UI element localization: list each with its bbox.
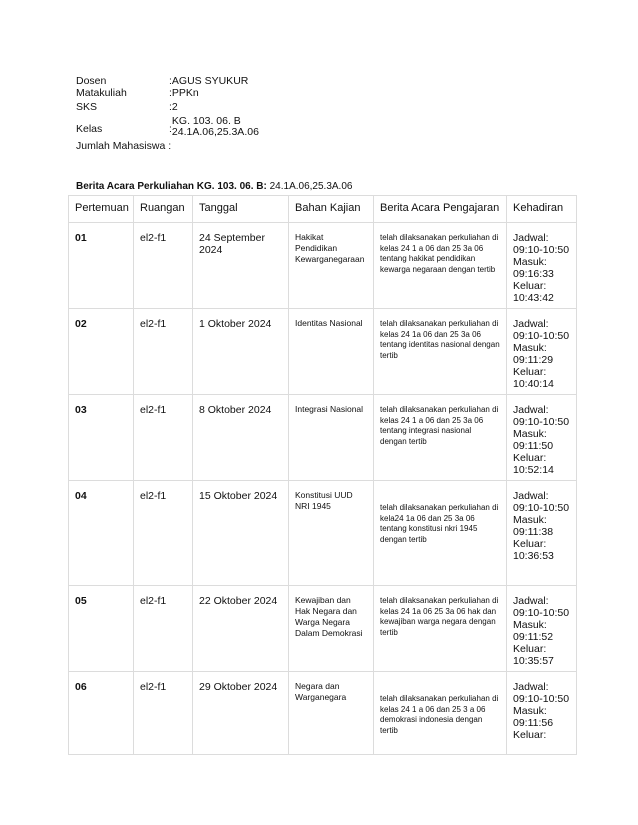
pertemuan-cell: 01: [69, 223, 134, 309]
masuk-value: 09:16:33: [513, 268, 554, 280]
berita-acara-table: [68, 195, 577, 755]
sks-value: :2: [169, 101, 178, 113]
jadwal-label: Jadwal:: [513, 681, 549, 693]
dosen-row: [76, 75, 259, 87]
jadwal-label: Jadwal:: [513, 595, 549, 607]
jadwal-value: 09:10-10:50: [513, 416, 570, 428]
matakuliah-row: [76, 87, 259, 99]
keluar-label: Keluar:: [513, 452, 547, 464]
keluar-label: Keluar:: [513, 729, 547, 741]
masuk-value: 09:11:52: [513, 631, 554, 643]
caption-groups: 24.1A.06,25.3A.06: [266, 181, 353, 192]
pertemuan-cell: 03: [69, 395, 134, 481]
masuk-value: 09:11:56: [513, 717, 554, 729]
keluar-label: Keluar:: [513, 643, 547, 655]
kehadiran-cell: [507, 309, 577, 395]
matakuliah-value: :PPKn: [169, 87, 199, 99]
keluar-value: 10:43:42: [513, 292, 554, 304]
tanggal-cell: 24 September 2024: [193, 223, 289, 309]
caption-title: Berita Acara Perkuliahan KG. 103. 06. B:: [76, 181, 267, 192]
masuk-value: 09:11:29: [513, 354, 554, 366]
col-pertemuan: Pertemuan: [69, 196, 134, 223]
jadwal-label: Jadwal:: [513, 404, 549, 416]
jumlah-row: Jumlah Mahasiswa :: [76, 140, 172, 152]
bahan-cell: Identitas Nasional: [289, 309, 374, 395]
matakuliah-name: PPKn: [171, 87, 199, 99]
ruangan-cell: el2-f1: [134, 672, 193, 755]
col-tanggal: Tanggal: [193, 196, 289, 223]
bahan-cell: Integrasi Nasional: [289, 395, 374, 481]
masuk-value: 09:11:50: [513, 440, 554, 452]
dosen-name: AGUS SYUKUR: [171, 75, 249, 87]
jadwal-value: 09:10-10:50: [513, 502, 570, 514]
tanggal-cell: 8 Oktober 2024: [193, 395, 289, 481]
sks-number: 2: [171, 101, 178, 113]
berita-cell: telah dilaksanakan perkuliahan di kelas 24 1 a 06 dan 25 3 a 06 demokrasi indonesia dengan tertib: [374, 672, 507, 755]
masuk-value: 09:11:38: [513, 526, 554, 538]
masuk-label: Masuk:: [513, 619, 547, 631]
kehadiran-cell: [507, 395, 577, 481]
lecture-info: [76, 75, 259, 152]
bahan-cell: Negara dan Warganegara: [289, 672, 374, 755]
tanggal-cell: 15 Oktober 2024: [193, 481, 289, 586]
kelas-code: KG. 103. 06. B: [171, 115, 241, 127]
table-row: [69, 395, 577, 481]
keluar-value: 10:52:14: [513, 464, 554, 476]
pertemuan-cell: 06: [69, 672, 134, 755]
berita-cell: telah dilaksanakan perkuliahan di kelas 24 1a 06 dan 25 3a 06 tentang identitas nasional dengan tertib: [374, 309, 507, 395]
col-kehadiran: Kehadiran: [507, 196, 577, 223]
ruangan-cell: el2-f1: [134, 586, 193, 672]
kelas-value: : KG. 103. 06. B 24.1A.06,25.3A.06: [169, 115, 259, 138]
bahan-cell: Hakikat Pendidikan Kewarganegaraan: [289, 223, 374, 309]
jadwal-label: Jadwal:: [513, 490, 549, 502]
kehadiran-cell: [507, 672, 577, 755]
masuk-label: Masuk:: [513, 256, 547, 268]
jadwal-value: 09:10-10:50: [513, 244, 570, 256]
bahan-cell: Kewajiban dan Hak Negara dan Warga Negara Dalam Demokrasi: [289, 586, 374, 672]
berita-cell: telah dilaksanakan perkuliahan di kelas 24 1a 06 25 3a 06 hak dan kewajiban warga negara dengan tertib: [374, 586, 507, 672]
ruangan-cell: el2-f1: [134, 395, 193, 481]
keluar-value: 10:36:53: [513, 550, 554, 562]
jumlah-label: Jumlah Mahasiswa: [76, 140, 166, 152]
ruangan-cell: el2-f1: [134, 481, 193, 586]
table-row: [69, 309, 577, 395]
jadwal-value: 09:10-10:50: [513, 607, 570, 619]
matakuliah-label: Matakuliah: [76, 87, 127, 99]
kehadiran-cell: [507, 586, 577, 672]
berita-cell: telah dilaksanakan perkuliahan di kelas 24 1 a 06 dan 25 3a 06 tentang integrasi nasional dengan tertib: [374, 395, 507, 481]
pertemuan-cell: 04: [69, 481, 134, 586]
table-caption: [76, 181, 352, 192]
keluar-value: 10:40:14: [513, 378, 554, 390]
keluar-label: Keluar:: [513, 280, 547, 292]
keluar-value: 10:35:57: [513, 655, 554, 667]
kehadiran-cell: [507, 481, 577, 586]
table-row: [69, 672, 577, 755]
sks-label: SKS: [76, 101, 98, 113]
masuk-label: Masuk:: [513, 514, 547, 526]
keluar-label: Keluar:: [513, 538, 547, 550]
pertemuan-cell: 02: [69, 309, 134, 395]
keluar-label: Keluar:: [513, 366, 547, 378]
table-row: [69, 586, 577, 672]
sks-row: [76, 101, 259, 113]
masuk-label: Masuk:: [513, 705, 547, 717]
dosen-value: :AGUS SYUKUR: [169, 75, 249, 87]
ruangan-cell: el2-f1: [134, 309, 193, 395]
kelas-label: Kelas: [76, 123, 103, 135]
col-ruangan: Ruangan: [134, 196, 193, 223]
table-row: [69, 481, 577, 586]
kelas-row: [76, 116, 259, 138]
berita-cell: telah dilaksanakan perkuliahan di kela24 1a 06 dan 25 3a 06 tentang konstitusi nkri 1945 dengan tertib: [374, 481, 507, 586]
table-row: [69, 223, 577, 309]
masuk-label: Masuk:: [513, 428, 547, 440]
berita-cell: telah dilaksanakan perkuliahan di kelas 24 1 a 06 dan 25 3a 06 tentang hakikat pendidikan kewarga negaraan dengan tertib: [374, 223, 507, 309]
dosen-label: Dosen: [76, 75, 107, 87]
masuk-label: Masuk:: [513, 342, 547, 354]
col-berita-acara: Berita Acara Pengajaran: [374, 196, 507, 223]
pertemuan-cell: 05: [69, 586, 134, 672]
jadwal-label: Jadwal:: [513, 318, 549, 330]
tanggal-cell: 1 Oktober 2024: [193, 309, 289, 395]
kelas-groups: 24.1A.06,25.3A.06: [171, 126, 259, 138]
tanggal-cell: 29 Oktober 2024: [193, 672, 289, 755]
jadwal-value: 09:10-10:50: [513, 693, 570, 705]
bahan-cell: Konstitusi UUD NRI 1945: [289, 481, 374, 586]
kehadiran-cell: [507, 223, 577, 309]
table-header-row: [69, 196, 577, 223]
ruangan-cell: el2-f1: [134, 223, 193, 309]
jadwal-value: 09:10-10:50: [513, 330, 570, 342]
col-bahan-kajian: Bahan Kajian: [289, 196, 374, 223]
tanggal-cell: 22 Oktober 2024: [193, 586, 289, 672]
jadwal-label: Jadwal:: [513, 232, 549, 244]
